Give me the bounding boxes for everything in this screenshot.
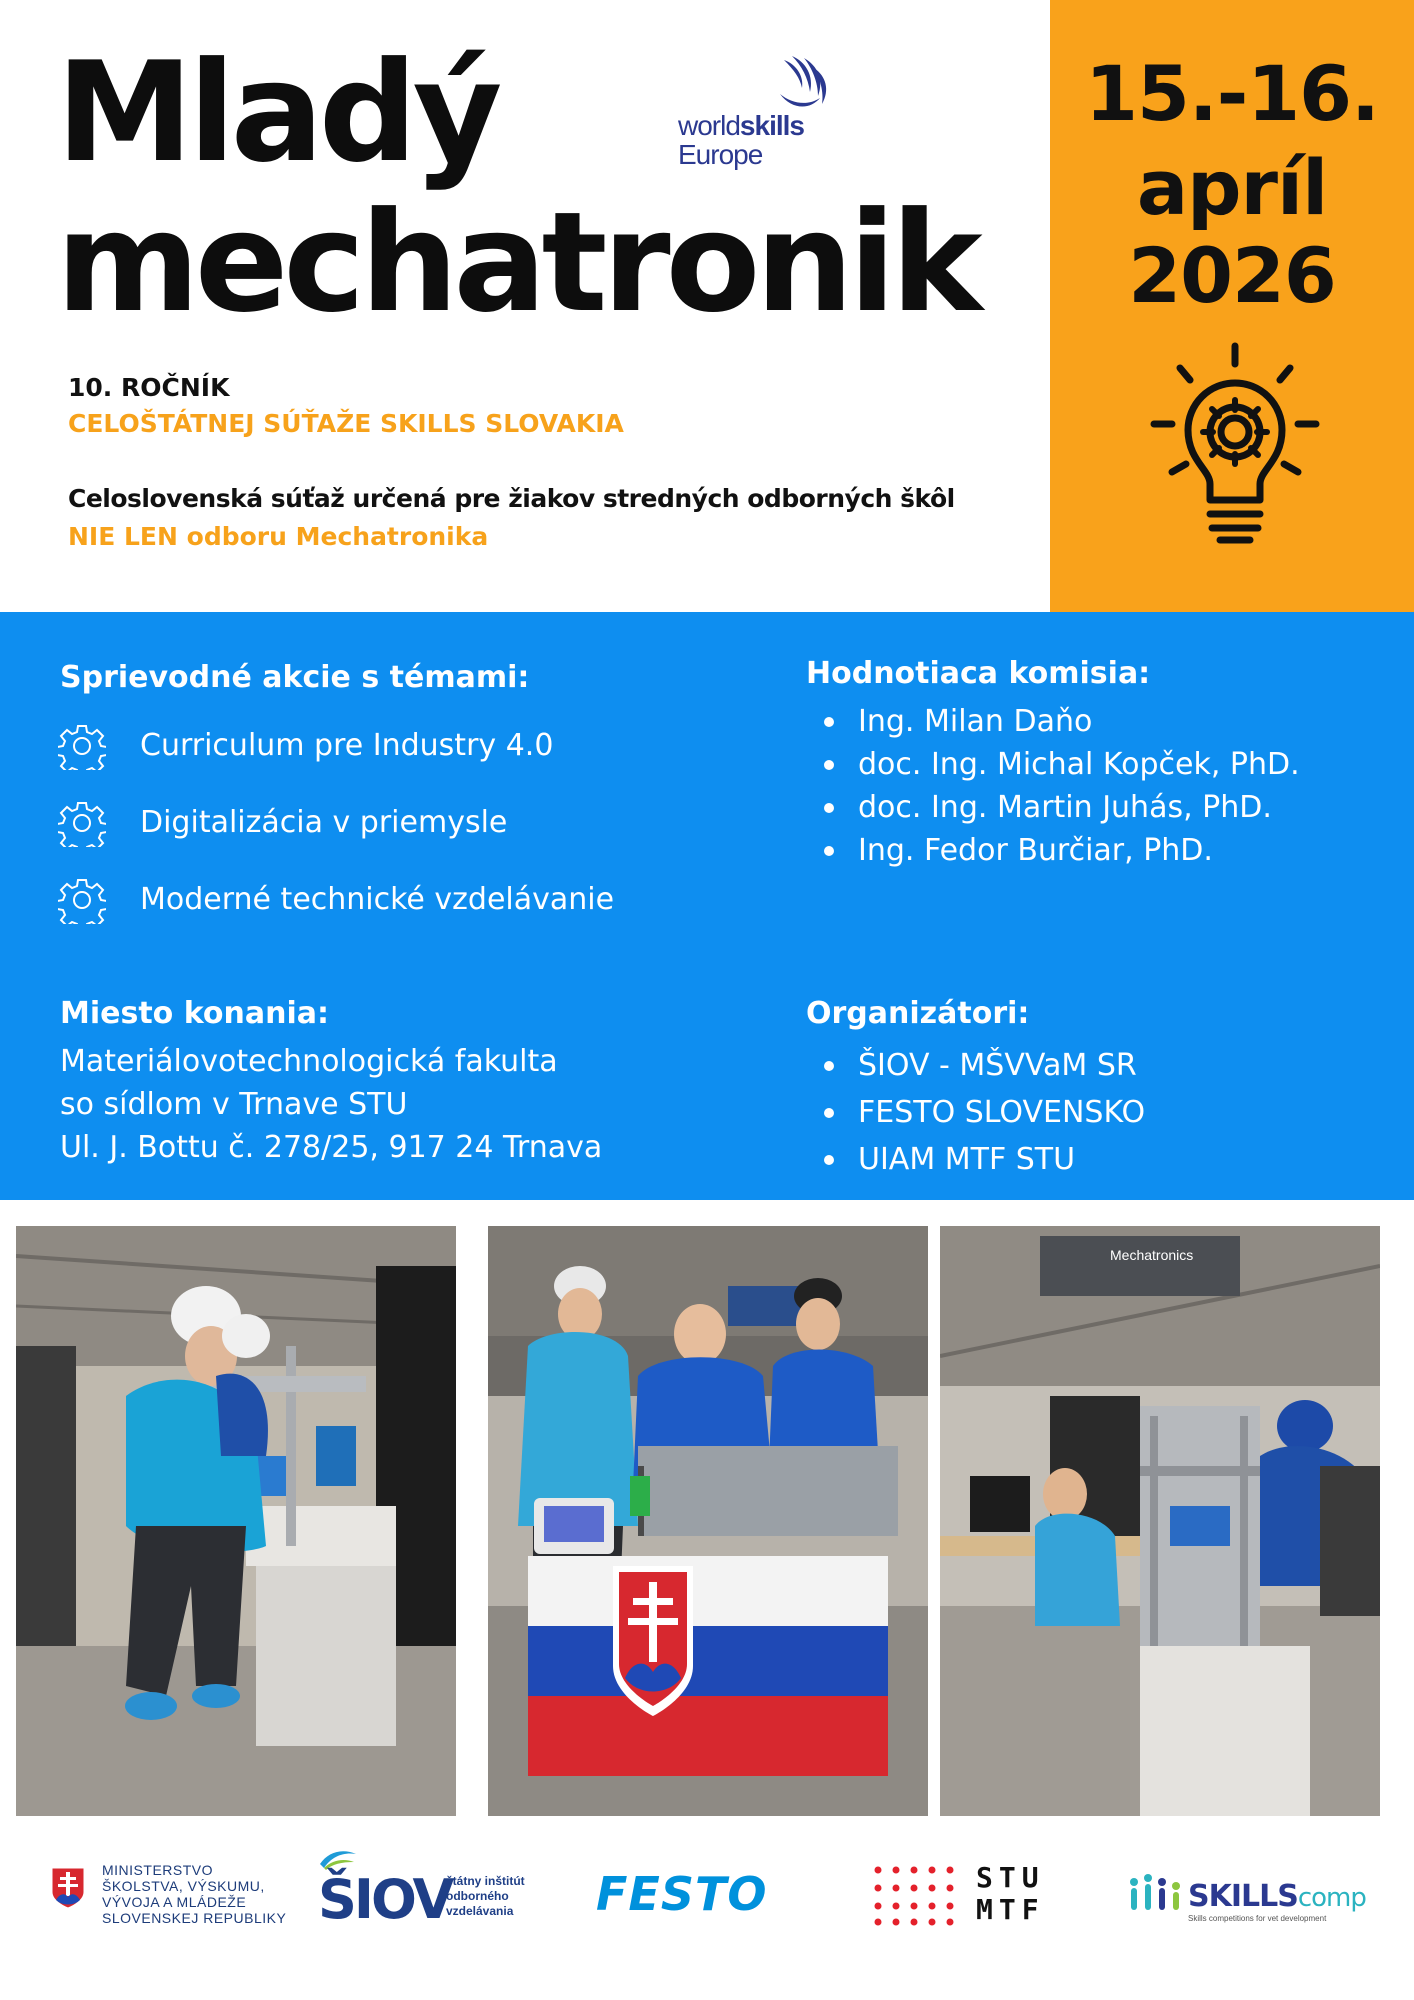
worldskills-bold: skills xyxy=(739,110,804,141)
siov-desc-line: štátny inštitút xyxy=(446,1874,525,1888)
photo-sign-text: Mechatronics xyxy=(1110,1247,1194,1263)
stu-line: STU xyxy=(976,1861,1045,1894)
committee-list xyxy=(806,700,1300,872)
slovak-coat-of-arms-icon xyxy=(50,1866,86,1910)
skillscomp-figures-icon xyxy=(1128,1872,1184,1916)
date-year: 2026 xyxy=(1128,231,1336,320)
skillscomp-tagline: Skills competitions for vet development xyxy=(1188,1914,1327,1923)
ministry-line: MINISTERSTVO xyxy=(102,1862,214,1878)
skillscomp-wordmark xyxy=(1188,1880,1366,1915)
address-line: so sídlom v Trnave STU xyxy=(60,1087,408,1122)
gear-icon xyxy=(58,799,106,847)
stu-wordmark xyxy=(976,1862,1045,1926)
siov-logo xyxy=(318,1846,548,1936)
photo-workstation-2 xyxy=(940,1226,1380,1816)
date-month: apríl xyxy=(1136,143,1328,232)
description-highlight: NIE LEN odboru Mechatronika xyxy=(68,522,489,551)
topic-item xyxy=(58,874,758,924)
edition-label: 10. ROČNÍK xyxy=(68,373,230,402)
photo-illustration xyxy=(16,1226,456,1816)
siov-swoosh-icon xyxy=(318,1846,358,1870)
skills-word-b: comp xyxy=(1297,1883,1366,1913)
siov-wordmark: ŠIOV xyxy=(318,1868,452,1931)
organizers-list xyxy=(806,1042,1145,1183)
gear-icon xyxy=(58,876,106,924)
date-days: 15.-16. xyxy=(1085,49,1379,138)
skillscomp-logo xyxy=(1128,1866,1368,1930)
photo-illustration xyxy=(940,1226,1380,1816)
list-item: ŠIOV - MŠVVaM SR xyxy=(806,1042,1145,1089)
list-item: doc. Ing. Martin Juhás, PhD. xyxy=(806,786,1300,829)
page-title xyxy=(56,32,978,343)
mtf-line: MTF xyxy=(976,1893,1045,1926)
edition-subtitle: CELOŠTÁTNEJ SÚŤAŽE SKILLS SLOVAKIA xyxy=(68,409,624,438)
worldskills-region: Europe xyxy=(678,139,763,170)
worldskills-swirl-icon xyxy=(774,54,834,116)
title-line-2: mechatronik xyxy=(56,182,978,343)
topic-label: Digitalizácia v priemysle xyxy=(140,805,508,840)
list-item: doc. Ing. Michal Kopček, PhD. xyxy=(806,743,1300,786)
topic-item xyxy=(58,797,758,847)
stu-dot-grid-icon xyxy=(872,1864,962,1928)
venue-address xyxy=(60,1040,602,1169)
festo-wordmark: FESTO xyxy=(596,1867,768,1921)
competition-description: Celoslovenská súťaž určená pre žiakov stredných odborných škôl xyxy=(68,484,955,513)
topic-item xyxy=(58,720,758,770)
info-section xyxy=(0,612,1414,1200)
photo-workstation-1 xyxy=(16,1226,456,1816)
stu-mtf-logo xyxy=(872,1862,1062,1932)
lightbulb-gear-icon xyxy=(1150,342,1320,552)
ministry-name xyxy=(102,1862,286,1926)
list-item: UIAM MTF STU xyxy=(806,1136,1145,1183)
organizers-title: Organizátori: xyxy=(806,996,1030,1031)
committee-title: Hodnotiaca komisia: xyxy=(806,656,1151,691)
ministry-line: SLOVENSKEJ REPUBLIKY xyxy=(102,1910,287,1926)
title-line-1: Mladý xyxy=(56,32,498,193)
venue-title: Miesto konania: xyxy=(60,996,329,1031)
siov-desc-line: vzdelávania xyxy=(446,1904,514,1918)
header xyxy=(0,0,1414,612)
festo-logo xyxy=(596,1868,806,1924)
address-line: Materiálovotechnologická fakulta xyxy=(60,1044,558,1079)
topics-title: Sprievodné akcie s témami: xyxy=(60,660,530,695)
photo-team-with-flag xyxy=(488,1226,928,1816)
worldskills-prefix: world xyxy=(678,110,740,141)
address-line: Ul. J. Bottu č. 278/25, 917 24 Trnava xyxy=(60,1130,603,1165)
list-item: FESTO SLOVENSKO xyxy=(806,1089,1145,1136)
siov-desc-line: odborného xyxy=(446,1889,509,1903)
gear-icon xyxy=(58,722,106,770)
topic-label: Curriculum pre Industry 4.0 xyxy=(140,728,554,763)
topic-label: Moderné technické vzdelávanie xyxy=(140,882,615,917)
worldskills-wordmark xyxy=(678,112,804,140)
ministry-line: VÝVOJA A MLÁDEŽE xyxy=(102,1894,247,1910)
list-item: Ing. Milan Daňo xyxy=(806,700,1300,743)
list-item: Ing. Fedor Burčiar, PhD. xyxy=(806,829,1300,872)
worldskills-logo xyxy=(678,54,838,174)
photo-illustration xyxy=(488,1226,928,1816)
date-panel xyxy=(1050,0,1414,612)
skills-word-a: SKILLS xyxy=(1188,1879,1298,1914)
ministry-logo xyxy=(50,1862,290,1932)
ministry-line: ŠKOLSTVA, VÝSKUMU, xyxy=(102,1878,265,1894)
siov-description xyxy=(446,1874,525,1919)
